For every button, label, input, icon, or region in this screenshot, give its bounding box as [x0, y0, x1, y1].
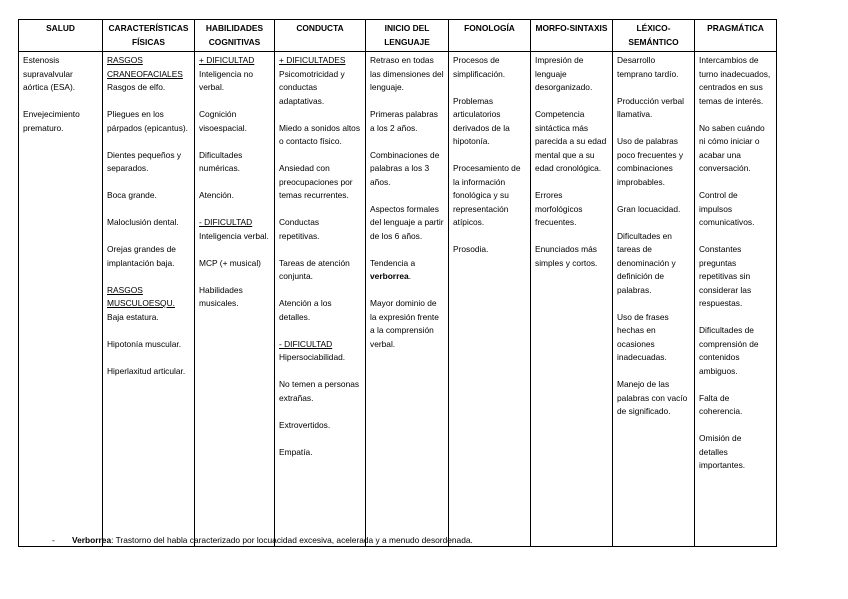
header-conducta: CONDUCTA — [275, 20, 366, 52]
list-item: Tareas de atención conjunta. — [279, 257, 350, 281]
list-item: No temen a personas extrañas. — [279, 379, 360, 403]
list-item: Conductas repetitivas. — [279, 217, 320, 241]
header-salud: SALUD — [19, 20, 103, 52]
list-item: Constantes preguntas repetitivas sin considerar las respuestas. — [699, 244, 752, 308]
list-item — [370, 257, 444, 284]
list-item: Gran locuacidad. — [617, 203, 681, 214]
item-text: Tendencia a — [370, 257, 416, 268]
list-item: Impresión de lenguaje desorganizado. — [535, 55, 593, 92]
list-item: Estenosis supravalvular aórtica (ESA). — [23, 55, 76, 92]
list-item: Combinaciones de palabras a los 3 años. — [370, 149, 440, 187]
list-item: Procesos de simplificación. — [453, 55, 506, 79]
header-fonologia: FONOLOGÍA — [449, 20, 531, 52]
list-item — [199, 216, 270, 243]
list-item: Prosodia. — [453, 244, 489, 254]
list-item — [107, 284, 190, 325]
item-text: Inteligencia no verbal. — [199, 68, 254, 92]
subheading-menos-dificultad: - DIFICULTAD — [279, 338, 333, 349]
item-text: . — [408, 271, 411, 281]
cell-conducta — [275, 52, 366, 547]
list-item — [199, 54, 270, 95]
list-item: Pliegues en los párpados (epicantus). — [107, 109, 189, 133]
list-item: Hiperlaxitud articular. — [107, 365, 186, 376]
footnote-bullet: - — [52, 535, 55, 545]
list-item: Envejecimiento prematuro. — [23, 109, 80, 133]
list-item: Aspectos formales del lenguaje a partir de los 6 años. — [370, 203, 444, 241]
cell-fonologia — [449, 52, 531, 547]
subheading-mas-dificultades: + DIFICULTADES — [279, 55, 346, 65]
item-text: Inteligencia verbal. — [199, 230, 269, 241]
list-item — [279, 54, 361, 108]
list-item: Mayor dominio de la expresión frente a la comprensión verbal. — [370, 298, 439, 349]
list-item: Desarrollo temprano tardío. — [617, 55, 679, 79]
list-item — [107, 54, 190, 95]
list-item: Competencia sintáctica más parecida a su edad mental que a su edad cronológica. — [535, 109, 607, 173]
list-item: Manejo de las palabras con vacío de significado. — [617, 379, 688, 416]
cell-pragmatica — [695, 52, 777, 547]
header-morfosintaxis: MORFO-SINTAXIS — [531, 20, 613, 52]
list-item: Retraso en todas las dimensiones del lenguaje. — [370, 55, 444, 92]
list-item: Omisión de detalles importantes. — [699, 433, 746, 470]
cell-lexico-semantico — [613, 52, 695, 547]
footnote — [52, 535, 473, 545]
header-habilidades-cognitivas: HABILIDADES COGNITIVAS — [195, 20, 275, 52]
footnote-term: Verborrea — [72, 535, 112, 545]
list-item: Miedo a sonidos altos o contacto físico. — [279, 122, 361, 146]
list-item: Habilidades musicales. — [199, 284, 243, 308]
content-row — [19, 52, 777, 547]
list-item: Intercambios de turno inadecuados, centrados en sus temas de interés. — [699, 55, 771, 106]
item-text: Hipersociabilidad. — [279, 352, 346, 362]
list-item: Empatía. — [279, 446, 313, 457]
list-item: Enunciados más simples y cortos. — [535, 244, 598, 268]
header-caracteristicas-fisicas: CARACTERÍSTICAS FÍSICAS — [103, 20, 195, 52]
subheading-menos-dificultad: - DIFICULTAD — [199, 217, 253, 227]
list-item: Dificultades en tareas de denominación y definición de palabras. — [617, 230, 676, 295]
list-item: Uso de frases hechas en ocasiones inadecuadas. — [617, 311, 669, 362]
cell-caracteristicas-fisicas — [103, 52, 195, 547]
cell-morfosintaxis — [531, 52, 613, 547]
list-item: Procesamiento de la información fonológica y su representación atípicos. — [453, 163, 521, 227]
cell-inicio-lenguaje — [366, 52, 449, 547]
cell-salud — [19, 52, 103, 547]
list-item: Boca grande. — [107, 190, 157, 200]
list-item: Errores morfológicos frecuentes. — [535, 190, 583, 227]
list-item: Uso de palabras poco frecuentes y combinaciones improbables. — [617, 136, 684, 187]
list-item: Orejas grandes de implantación baja. — [107, 244, 176, 268]
list-item: MCP (+ musical) — [199, 257, 261, 268]
header-lexico-semantico: LÉXICO-SEMÁNTICO — [613, 20, 695, 52]
list-item: Dientes pequeños y separados. — [107, 149, 182, 173]
cell-habilidades-cognitivas — [195, 52, 275, 547]
list-item: No saben cuándo ni cómo iniciar o acabar una conversación. — [699, 122, 765, 173]
subheading-mas-dificultad: + DIFICULTAD — [199, 55, 255, 65]
list-item: Falta de coherencia. — [699, 392, 743, 416]
list-item: Extrovertidos. — [279, 419, 331, 430]
header-inicio-lenguaje: INICIO DEL LENGUAJE — [366, 20, 449, 52]
subheading-rasgos-musculoesq: RASGOS MUSCULOESQU. — [107, 284, 175, 308]
footnote-text: : Trastorno del habla caracterizado por locuacidad excesiva, acelerada y a menudo desordenada. — [111, 535, 473, 545]
header-row — [19, 20, 777, 52]
list-item: Problemas articulatorios derivados de la hipotonía. — [453, 95, 510, 146]
list-item: Hipotonía muscular. — [107, 338, 182, 349]
list-item: Atención. — [199, 190, 234, 200]
item-text: Rasgos de elfo. — [107, 82, 166, 92]
header-pragmatica: PRAGMÁTICA — [695, 20, 777, 52]
item-text: Psicomotricidad y conductas adaptativas. — [279, 68, 345, 106]
list-item: Cognición visoespacial. — [199, 109, 247, 133]
list-item: Dificultades de comprensión de contenidos ambiguos. — [699, 325, 759, 376]
subheading-rasgos-craneofaciales: RASGOS CRANEOFACIALES — [107, 55, 183, 79]
list-item: Atención a los detalles. — [279, 298, 332, 322]
list-item: Ansiedad con preocupaciones por temas recurrentes. — [279, 163, 353, 200]
item-text: Baja estatura. — [107, 311, 159, 322]
list-item: Primeras palabras a los 2 años. — [370, 109, 438, 133]
syndrome-table — [18, 19, 777, 547]
item-bold-term: verborrea — [370, 271, 409, 281]
list-item: Producción verbal llamativa. — [617, 95, 685, 119]
list-item: Dificultades numéricas. — [199, 149, 243, 173]
list-item: Control de impulsos comunicativos. — [699, 190, 755, 227]
list-item — [279, 338, 361, 365]
list-item: Maloclusión dental. — [107, 217, 179, 227]
